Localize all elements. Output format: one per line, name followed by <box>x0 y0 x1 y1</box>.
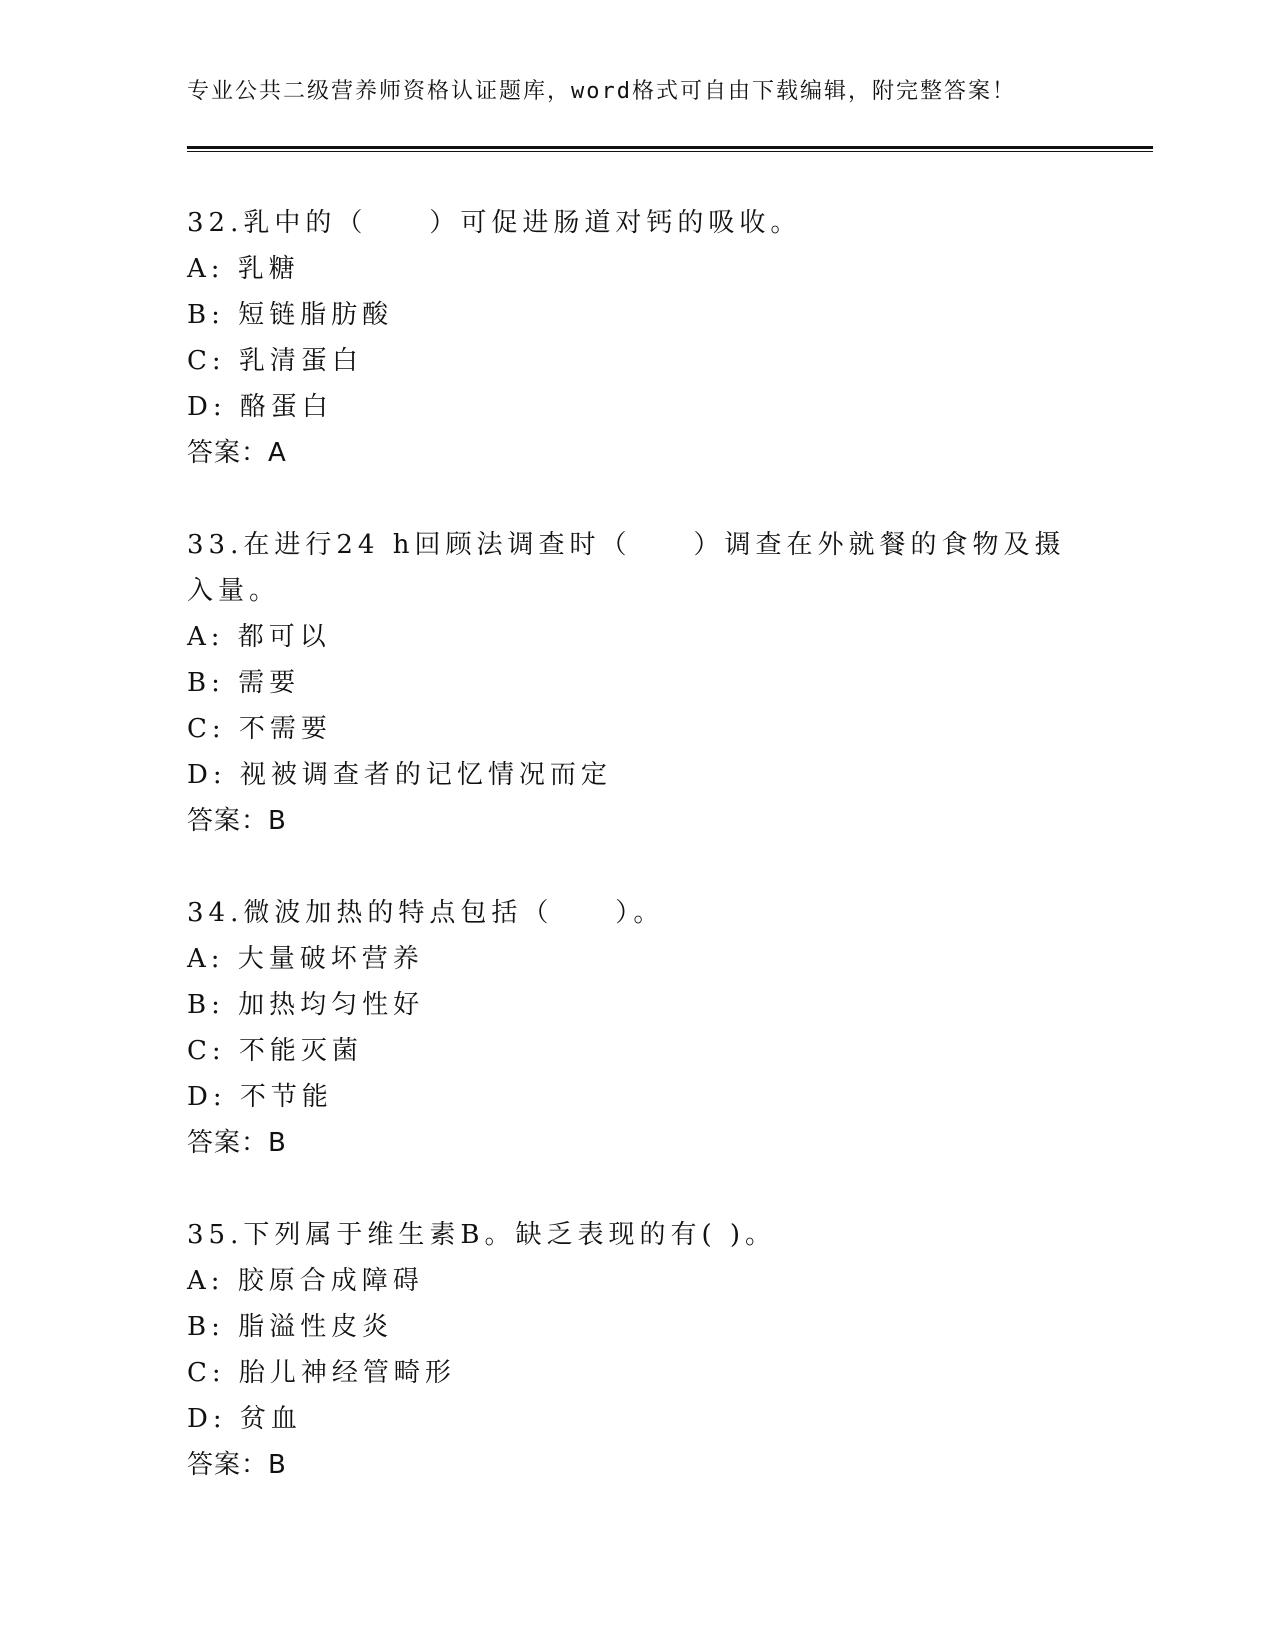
option-a: A: 乳糖 <box>187 254 300 284</box>
answer-line: 答案：B <box>187 1450 287 1480</box>
option-a: A: 都可以 <box>187 622 331 652</box>
question-34 <box>187 890 1067 1166</box>
option-a: A: 大量破坏营养 <box>187 944 424 974</box>
option-a: A: 胶原合成障碍 <box>187 1266 424 1296</box>
answer-line: 答案：A <box>187 438 287 468</box>
question-stem: 32.乳中的（ ）可促进肠道对钙的吸收。 <box>187 208 802 238</box>
question-stem: 35.下列属于维生素B。缺乏表现的有( )。 <box>187 1220 777 1250</box>
option-b: B: 短链脂肪酸 <box>187 300 394 330</box>
answer-line: 答案：B <box>187 806 287 836</box>
option-d: D: 酪蛋白 <box>187 392 333 422</box>
option-c: C: 不能灭菌 <box>187 1036 363 1066</box>
question-list <box>187 200 1067 1534</box>
option-d: D: 视被调查者的记忆情况而定 <box>187 760 612 790</box>
question-stem: 33.在进行24 h回顾法调查时（ ）调查在外就餐的食物及摄入量。 <box>187 530 1066 606</box>
question-35 <box>187 1212 1067 1488</box>
header-divider-thick <box>187 146 1153 149</box>
option-c: C: 胎儿神经管畸形 <box>187 1358 456 1388</box>
option-b: B: 需要 <box>187 668 301 698</box>
question-32 <box>187 200 1067 476</box>
option-c: C: 乳清蛋白 <box>187 346 363 376</box>
answer-line: 答案：B <box>187 1128 287 1158</box>
option-d: D: 贫血 <box>187 1404 302 1434</box>
header-divider-thin <box>187 151 1153 152</box>
option-c: C: 不需要 <box>187 714 332 744</box>
question-33 <box>187 522 1067 844</box>
option-b: B: 加热均匀性好 <box>187 990 425 1020</box>
option-d: D: 不节能 <box>187 1082 333 1112</box>
option-b: B: 脂溢性皮炎 <box>187 1312 394 1342</box>
document-header: 专业公共二级营养师资格认证题库，word格式可自由下载编辑，附完整答案！ <box>187 79 1016 104</box>
question-stem: 34.微波加热的特点包括（ ）。 <box>187 898 665 928</box>
